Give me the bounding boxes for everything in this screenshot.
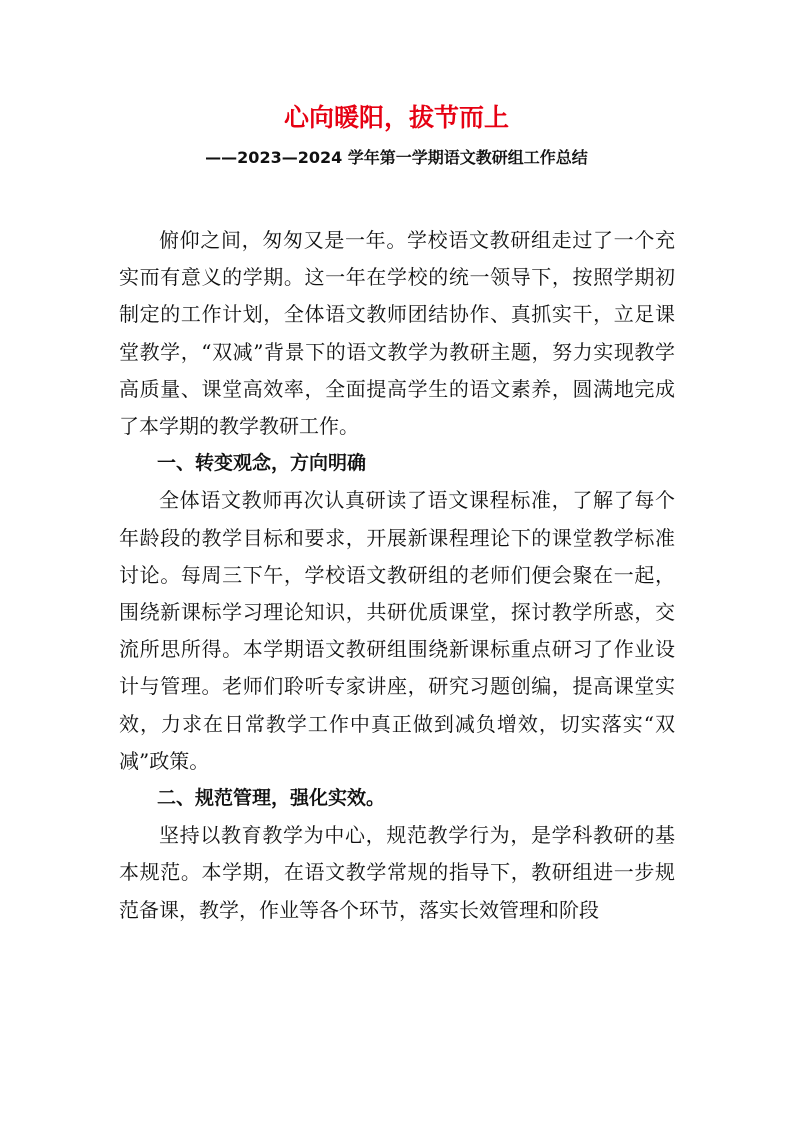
document-title: 心向暖阳，拔节而上 bbox=[283, 103, 509, 132]
document-body bbox=[119, 222, 675, 929]
section-2-paragraph: 坚持以教育教学为中心，规范教学行为，是学科教研的基本规范。本学期，在语文教学常规的指导下，教研组进一步规范备课，教学，作业等各个环节，落实长效管理和阶段 bbox=[119, 823, 675, 922]
section-heading-2: 二、规范管理，强化实效。 bbox=[157, 787, 386, 810]
section-heading-1: 一、转变观念，方向明确 bbox=[157, 452, 367, 475]
document-subtitle: ——2023—2024 学年第一学期语文教研组工作总结 bbox=[205, 148, 588, 167]
intro-paragraph: 俯仰之间，匆匆又是一年。学校语文教研组走过了一个充实而有意义的学期。这一年在学校的统一领导下，按照学期初制定的工作计划，全体语文教师团结协作、真抓实干，立足课堂教学，“双减”背景下的语文教学为教研主题，努力实现教学高质量、课堂高效率，全面提高学生的语文素养，圆满地完成了本学期的教学教研工作。 bbox=[119, 228, 675, 439]
section-1-paragraph: 全体语文教师再次认真研读了语文课程标准，了解了每个年龄段的教学目标和要求，开展新课程理论下的课堂教学标准讨论。每周三下午，学校语文教研组的老师们便会聚在一起，围绕新课标学习理论知识，共研优质课堂，探讨教学所惑，交流所思所得。本学期语文教研组围绕新课标重点研习了作业设计与管理。老师们聆听专家讲座，研究习题创编，提高课堂实效，力求在日常教学工作中真正做到减负增效，切实落实“双减”政策。 bbox=[119, 488, 675, 773]
